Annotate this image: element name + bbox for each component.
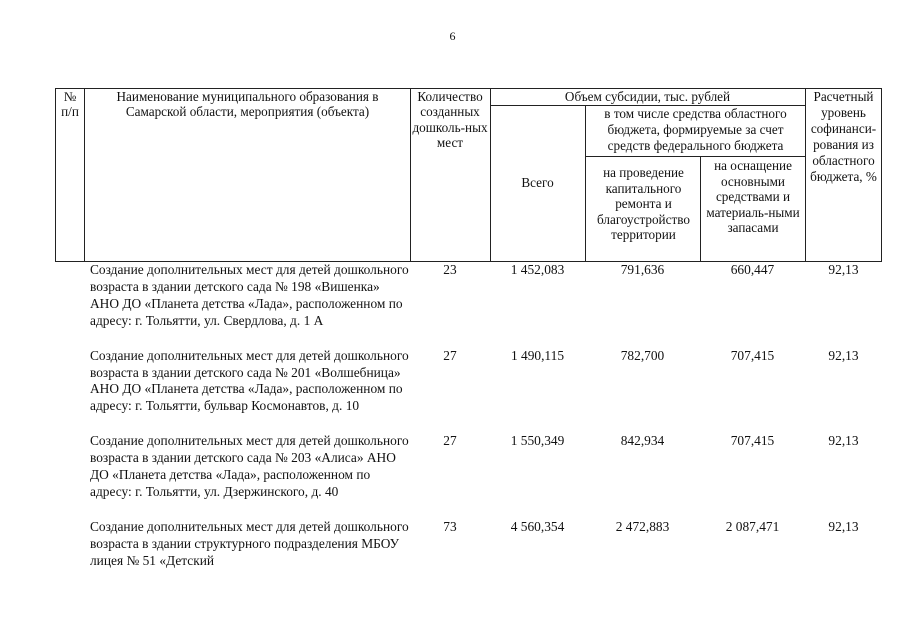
header-capital: на проведение капитального ремонта и благоустройство территории — [597, 165, 690, 243]
table-row — [0, 519, 905, 605]
header-equipment: на оснащение основными средствами и материаль-ными запасами — [706, 158, 800, 236]
row-total: 4 560,354 — [510, 518, 565, 534]
header-vline-left — [55, 88, 56, 262]
row-count: 73 — [443, 518, 457, 534]
table-row — [0, 348, 905, 434]
row-name: Создание дополнительных мест для детей дошкольного возраста в здании детского сада № 203 «Алиса» АНО ДО «Планета детства «Лада», расположенном по адресу: г. Тольятти, ул. Дзержинского, д. 40 — [90, 433, 409, 499]
row-rate: 92,13 — [828, 518, 859, 534]
row-count: 27 — [443, 347, 457, 363]
row-rate: 92,13 — [828, 262, 859, 277]
row-equipment: 2 087,471 — [725, 518, 780, 534]
row-capital: 2 472,883 — [615, 518, 670, 534]
page-number: 6 — [449, 29, 456, 43]
row-capital: 782,700 — [620, 347, 665, 363]
table-row — [0, 262, 905, 348]
header-subsidy-group: Объем субсидии, тыс. рублей — [564, 89, 731, 104]
table-row — [0, 433, 905, 519]
row-rate: 92,13 — [828, 433, 859, 449]
table-body — [0, 262, 905, 604]
header-total: Всего — [521, 175, 554, 190]
row-total: 1 490,115 — [510, 347, 565, 363]
row-count: 27 — [443, 433, 457, 449]
row-name: Создание дополнительных мест для детей дошкольного возраста в здании структурного подразделения МБОУ лицея № 51 «Детский — [90, 518, 409, 568]
row-total: 1 452,083 — [510, 262, 565, 277]
header-federal-group: в том числе средства областного бюджета, формируемые за счет средств федерального бюджета — [604, 106, 787, 153]
row-equipment: 707,415 — [730, 347, 775, 363]
header-federal-divider — [585, 156, 805, 157]
row-name: Создание дополнительных мест для детей дошкольного возраста в здании детского сада № 201 «Волшебница» АНО ДО «Планета детства «Лада», расположенном по адресу: г. Тольятти, бульвар Космонавтов, д. 10 — [90, 347, 409, 414]
header-rate: Расчетный уровень софинанси-рования из областного бюджета, % — [810, 89, 877, 184]
row-name: Создание дополнительных мест для детей дошкольного возраста в здании детского сада № 198 «Вишенка» АНО ДО «Планета детства «Лада», расположенном по адресу: г. Тольятти, ул. Свердлова, д. 1 А — [90, 262, 409, 328]
header-count: Количество созданных дошколь-ных мест — [412, 89, 488, 150]
row-rate: 92,13 — [828, 347, 859, 363]
row-capital: 842,934 — [620, 433, 665, 449]
row-count: 23 — [443, 262, 457, 277]
header-name: Наименование муниципального образования в Самарской области, мероприятия (объекта) — [116, 89, 379, 120]
row-equipment: 660,447 — [730, 262, 775, 277]
row-capital: 791,636 — [620, 262, 665, 277]
header-vline-right — [881, 88, 882, 262]
row-total: 1 550,349 — [510, 433, 565, 449]
header-index: № п/п — [61, 89, 79, 120]
row-equipment: 707,415 — [730, 433, 775, 449]
header-vline-1 — [84, 88, 85, 262]
